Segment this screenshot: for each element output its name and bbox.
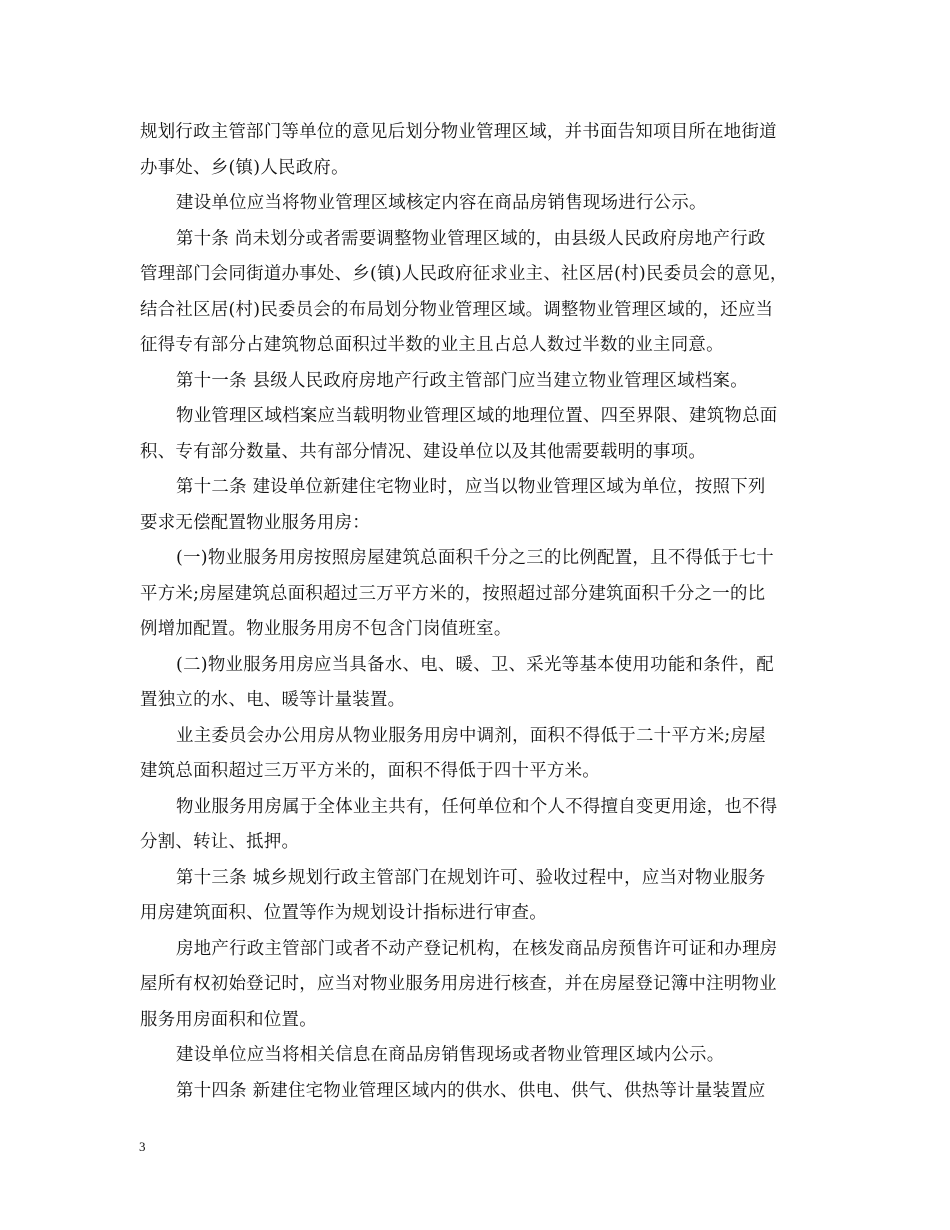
text-line: (二)物业服务用房应当具备水、电、暖、卫、采光等基本使用功能和条件，配 bbox=[176, 654, 774, 675]
document-body bbox=[140, 115, 812, 1109]
text-line: 第十三条 城乡规划行政主管部门在规划许可、验收过程中，应当对物业服务 bbox=[176, 867, 766, 888]
text-line: 房地产行政主管部门或者不动产登记机构，在核发商品房预售许可证和办理房 bbox=[176, 938, 778, 959]
page-number: 3 bbox=[139, 1139, 146, 1154]
text-line: 业主委员会办公用房从物业服务用房中调剂，面积不得低于二十平方米;房屋 bbox=[176, 725, 766, 746]
text-line: 分割、转让、抵押。 bbox=[140, 832, 300, 852]
text-line: 第十二条 建设单位新建住宅物业时，应当以物业管理区域为单位，按照下列 bbox=[176, 477, 766, 497]
text-line: 建筑总面积超过三万平方米的，面积不得低于四十平方米。 bbox=[140, 761, 600, 781]
text-line: 管理部门会同街道办事处、乡(镇)人民政府征求业主、社区居(村)民委员会的意见， bbox=[140, 264, 788, 284]
text-line: 第十四条 新建住宅物业管理区域内的供水、供电、供气、供热等计量装置应 bbox=[176, 1080, 766, 1101]
text-line: 结合社区居(村)民委员会的布局划分物业管理区域。调整物业管理区域的，还应当 bbox=[140, 299, 774, 320]
text-line: 规划行政主管部门等单位的意见后划分物业管理区域，并书面告知项目所在地街道 bbox=[140, 122, 777, 142]
text-line: 征得专有部分占建筑物总面积过半数的业主且占总人数过半数的业主同意。 bbox=[140, 335, 724, 355]
text-line: 第十一条 县级人民政府房地产行政主管部门应当建立物业管理区域档案。 bbox=[176, 370, 748, 391]
text-line: 置独立的水、电、暖等计量装置。 bbox=[140, 690, 406, 710]
text-line: 服务用房面积和位置。 bbox=[140, 1009, 317, 1030]
text-line: 屋所有权初始登记时，应当对物业服务用房进行核查，并在房屋登记簿中注明物业 bbox=[140, 974, 777, 994]
text-line: 办事处、乡(镇)人民政府。 bbox=[140, 157, 349, 178]
text-line: 积、专有部分数量、共有部分情况、建设单位以及其他需要载明的事项。 bbox=[140, 441, 707, 462]
text-line: 例增加配置。物业服务用房不包含门岗值班室。 bbox=[140, 619, 512, 639]
text-line: 平方米;房屋建筑总面积超过三万平方米的，按照超过部分建筑面积千分之一的比 bbox=[140, 583, 766, 604]
text-line: (一)物业服务用房按照房屋建筑总面积千分之三的比例配置，且不得低于七十 bbox=[176, 548, 774, 568]
text-line: 第十条 尚未划分或者需要调整物业管理区域的，由县级人民政府房地产行政 bbox=[176, 228, 766, 249]
text-line: 要求无偿配置物业服务用房： bbox=[140, 512, 370, 533]
text-line: 建设单位应当将相关信息在商品房销售现场或者物业管理区域内公示。 bbox=[176, 1045, 725, 1065]
text-line: 用房建筑面积、位置等作为规划设计指标进行审查。 bbox=[140, 903, 547, 923]
text-line: 物业管理区域档案应当载明物业管理区域的地理位置、四至界限、建筑物总面 bbox=[176, 406, 778, 426]
text-line: 建设单位应当将物业管理区域核定内容在商品房销售现场进行公示。 bbox=[176, 193, 707, 213]
text-line: 物业服务用房属于全体业主共有，任何单位和个人不得擅自变更用途，也不得 bbox=[176, 796, 778, 817]
